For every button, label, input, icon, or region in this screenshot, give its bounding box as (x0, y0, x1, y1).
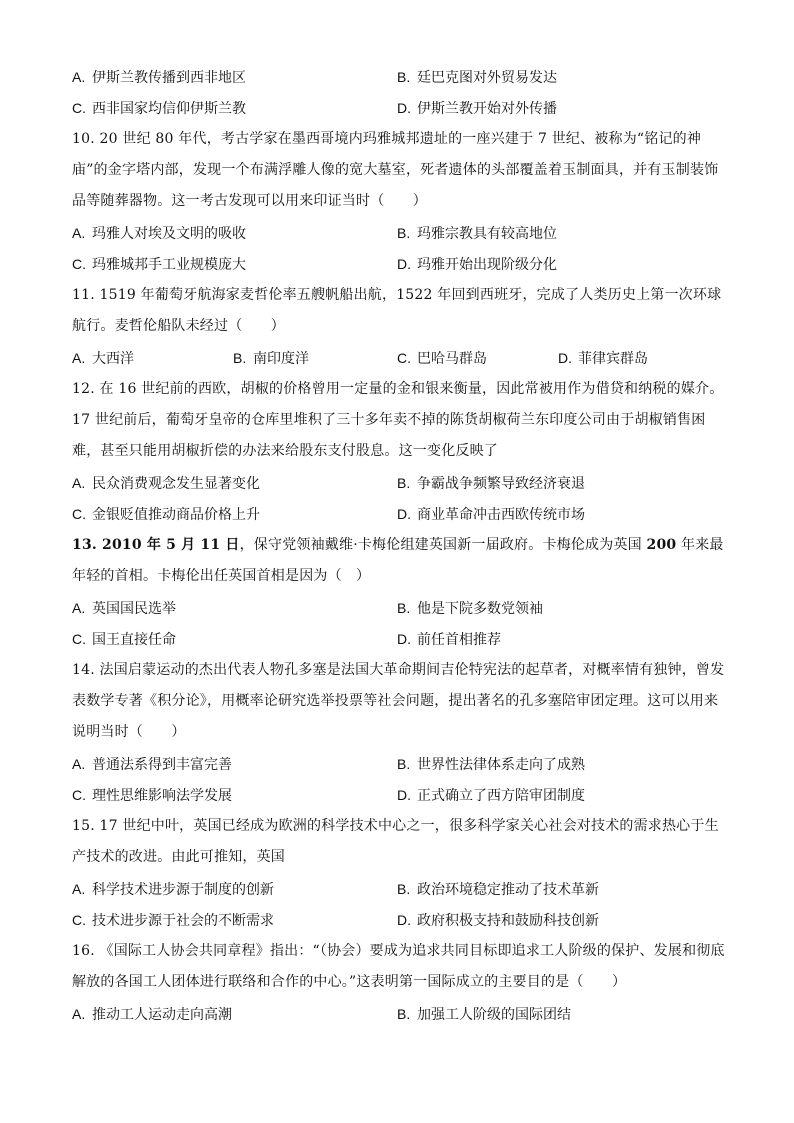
option-text: 普通法系得到丰富完善 (92, 757, 232, 773)
q13-option-b[interactable] (397, 598, 543, 619)
option-text: 争霸战争频繁导致经济衰退 (417, 476, 585, 492)
option-letter: D. (397, 631, 411, 647)
option-text: 玛雅人对埃及文明的吸收 (92, 226, 246, 242)
option-text: 技术进步源于社会的不断需求 (92, 913, 274, 929)
option-letter: B. (233, 350, 247, 366)
option-letter: B. (397, 881, 411, 897)
option-letter: A. (72, 756, 86, 772)
option-letter: D. (397, 256, 411, 272)
q14-stem: 14. 法国启蒙运动的杰出代表人物孔多塞是法国大革命期间吉伦特宪法的起草者，对概率情有独钟，曾发表数学专著《积分论》，用概率论研究选举投票等社会问题，提出著名的孔多塞陪审团定理。这可以用来说明当时（ ） (72, 662, 725, 740)
q9-option-d[interactable] (397, 98, 557, 119)
option-text: 政府积极支持和鼓励科技创新 (417, 913, 599, 929)
option-letter: B. (397, 69, 411, 85)
option-letter: D. (558, 350, 572, 366)
q10-option-c[interactable] (72, 254, 246, 275)
option-letter: A. (72, 475, 86, 491)
option-letter: D. (397, 506, 411, 522)
q14-option-b[interactable] (397, 754, 585, 775)
option-letter: D. (397, 912, 411, 928)
option-text: 南印度洋 (253, 351, 309, 367)
option-text: 科学技术进步源于制度的创新 (92, 882, 274, 898)
option-letter: C. (72, 256, 86, 272)
option-text: 政治环境稳定推动了技术革新 (417, 882, 599, 898)
option-letter: A. (72, 69, 86, 85)
option-text: 玛雅宗教具有较高地位 (417, 226, 557, 242)
option-letter: A. (72, 881, 86, 897)
q12-option-b[interactable] (397, 473, 585, 494)
q11-option-a[interactable] (72, 348, 134, 369)
q11-option-b[interactable] (233, 348, 309, 369)
option-text: 理性思维影响法学发展 (92, 788, 232, 804)
q14-option-a[interactable] (72, 754, 232, 775)
option-letter: C. (72, 100, 86, 116)
q12-option-d[interactable] (397, 504, 585, 525)
option-text: 国王直接任命 (92, 632, 176, 648)
q13-option-a[interactable] (72, 598, 176, 619)
option-letter: B. (397, 600, 411, 616)
q13-option-d[interactable] (397, 629, 501, 650)
q15-stem: 15. 17 世纪中叶，英国已经成为欧洲的科学技术中心之一，很多科学家关心社会对技术的需求热心于生产技术的改进。由此可推知，英国 (72, 818, 719, 865)
q12-option-a[interactable] (72, 473, 260, 494)
q13-stem-text: ，保守党领袖戴维·卡梅伦组建英国新一届政府。卡梅伦成为英国 (239, 537, 647, 553)
q11-option-d[interactable] (558, 348, 648, 369)
option-letter: D. (397, 787, 411, 803)
option-letter: A. (72, 350, 86, 366)
q9-option-a[interactable] (72, 67, 246, 88)
q15-option-d[interactable] (397, 910, 599, 931)
option-letter: C. (397, 350, 411, 366)
option-text: 玛雅开始出现阶级分化 (417, 257, 557, 273)
option-letter: C. (72, 506, 86, 522)
option-letter: A. (72, 600, 86, 616)
q12-stem: 12. 在 16 世纪前的西欧，胡椒的价格曾用一定量的金和银来衡量，因此常被用作为借贷和纳税的媒介。17 世纪前后，葡萄牙皇帝的仓库里堆积了三十多年卖不掉的陈货胡椒荷兰东印度公司由于胡椒销售困难，甚至只能用胡椒折偿的办法来给股东支付股息。这一变化反映了 (72, 381, 724, 459)
q10-option-a[interactable] (72, 223, 246, 244)
q16-option-b[interactable] (397, 1004, 571, 1025)
q16-option-a[interactable] (72, 1004, 232, 1025)
option-text: 伊斯兰教开始对外传播 (417, 101, 557, 117)
q13-option-c[interactable] (72, 629, 176, 650)
option-letter: C. (72, 787, 86, 803)
option-text: 前任首相推荐 (417, 632, 501, 648)
q10-option-b[interactable] (397, 223, 557, 244)
q12-option-c[interactable] (72, 504, 260, 525)
q15-option-b[interactable] (397, 879, 599, 900)
q15-option-c[interactable] (72, 910, 274, 931)
q10-stem: 10. 20 世纪 80 年代，考古学家在墨西哥境内玛雅城邦遗址的一座兴建于 7 世纪、被称为“铭记的神庙”的金字塔内部，发现一个布满浮雕人像的宽大墓室，死者遗体的头部覆盖着玉制面具，并有玉制装饰品等随葬器物。这一考古发现可以用来印证当时（ ） (72, 131, 719, 209)
option-text: 民众消费观念发生显著变化 (92, 476, 260, 492)
q11-option-c[interactable] (397, 348, 487, 369)
option-text: 正式确立了西方陪审团制度 (417, 788, 585, 804)
option-letter: A. (72, 225, 86, 241)
option-text: 推动工人运动走向高潮 (92, 1007, 232, 1023)
q14-option-c[interactable] (72, 785, 232, 806)
q13-date: 13. 2010 年 5 月 11 日 (72, 537, 240, 553)
option-text: 金银贬值推动商品价格上升 (92, 507, 260, 523)
option-text: 大西洋 (92, 351, 134, 367)
q9-option-b[interactable] (397, 67, 557, 88)
option-letter: A. (72, 1006, 86, 1022)
option-text: 西非国家均信仰伊斯兰教 (92, 101, 246, 117)
q9-option-c[interactable] (72, 98, 246, 119)
option-letter: B. (397, 1006, 411, 1022)
option-text: 巴哈马群岛 (417, 351, 487, 367)
option-text: 菲律宾群岛 (578, 351, 648, 367)
option-letter: C. (72, 631, 86, 647)
option-letter: B. (397, 756, 411, 772)
q13-stem-text-end: 年来最年轻的首相。卡梅伦出任英国首相是因为（ ） (72, 537, 724, 584)
q13-stem (72, 530, 732, 592)
q14-option-d[interactable] (397, 785, 585, 806)
option-text: 他是下院多数党领袖 (417, 601, 543, 617)
option-text: 廷巴克图对外贸易发达 (417, 70, 557, 86)
option-text: 伊斯兰教传播到西非地区 (92, 70, 246, 86)
option-letter: D. (397, 100, 411, 116)
q13-years: 200 (646, 537, 677, 553)
option-letter: B. (397, 225, 411, 241)
option-letter: B. (397, 475, 411, 491)
option-letter: C. (72, 912, 86, 928)
option-text: 玛雅城邦手工业规模庞大 (92, 257, 246, 273)
q11-stem: 11. 1519 年葡萄牙航海家麦哲伦率五艘帆船出航，1522 年回到西班牙，完成了人类历史上第一次环球航行。麦哲伦船队未经过（ ） (72, 287, 722, 334)
q16-stem: 16. 《国际工人协会共同章程》指出：“（协会）要成为追求共同目标即追求工人阶级的保护、发展和彻底解放的各国工人团体进行联络和合作的中心。”这表明第一国际成立的主要目的是（ ） (72, 943, 725, 990)
q10-option-d[interactable] (397, 254, 557, 275)
q15-option-a[interactable] (72, 879, 274, 900)
option-text: 英国国民选举 (92, 601, 176, 617)
option-text: 加强工人阶级的国际团结 (417, 1007, 571, 1023)
option-text: 世界性法律体系走向了成熟 (417, 757, 585, 773)
option-text: 商业革命冲击西欧传统市场 (417, 507, 585, 523)
